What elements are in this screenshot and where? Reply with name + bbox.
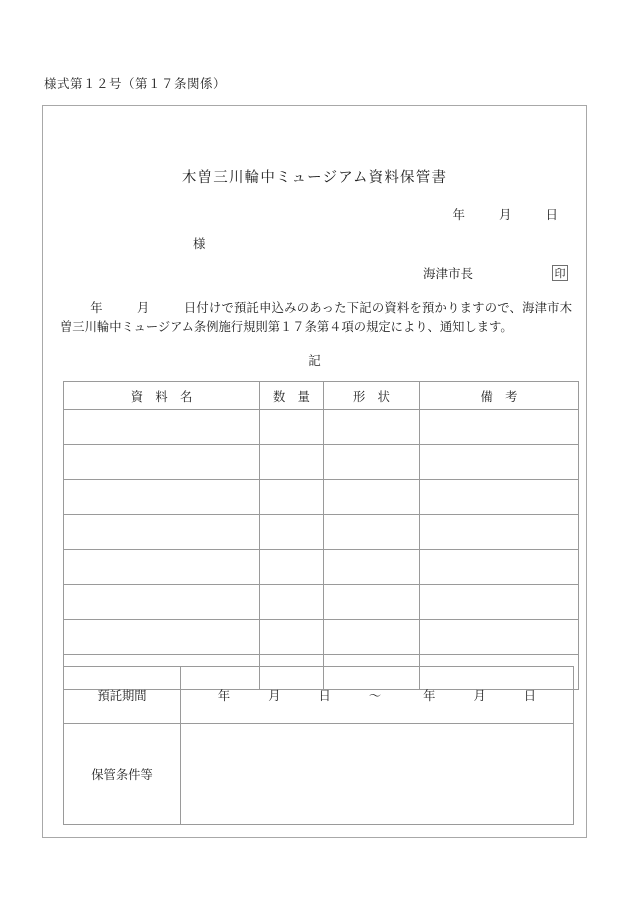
cell-shape[interactable] — [324, 445, 420, 480]
issue-date-line — [452, 205, 558, 223]
issuer-name: 海津市長 — [423, 266, 474, 281]
storage-condition-value[interactable] — [181, 724, 574, 825]
table-row — [64, 445, 579, 480]
storage-condition-label: 保管条件等 — [64, 724, 181, 825]
column-header-remarks: 備 考 — [420, 382, 579, 410]
cell-quantity[interactable] — [260, 620, 324, 655]
cell-shape[interactable] — [324, 515, 420, 550]
form-number: 様式第１２号（第１７条関係） — [44, 76, 227, 91]
table-header-row — [64, 382, 579, 410]
deposit-period-row — [64, 667, 574, 724]
table-row — [64, 585, 579, 620]
cell-shape[interactable] — [324, 410, 420, 445]
document-title: 木曽三川輪中ミュージアム資料保管書 — [181, 170, 448, 186]
table-row — [64, 515, 579, 550]
cell-shape[interactable] — [324, 585, 420, 620]
period-separator: ～ — [368, 689, 382, 703]
column-header-material-name: 資 料 名 — [64, 382, 260, 410]
cell-shape[interactable] — [324, 550, 420, 585]
cell-remarks[interactable] — [420, 515, 579, 550]
document-page-frame — [42, 105, 587, 838]
body-month: 月 — [136, 301, 150, 315]
deposit-period-label: 預託期間 — [64, 667, 181, 724]
cell-material-name[interactable] — [64, 620, 260, 655]
cell-quantity[interactable] — [260, 550, 324, 585]
period-end-day: 日 — [523, 689, 537, 703]
cell-remarks[interactable] — [420, 445, 579, 480]
issue-date-year: 年 — [452, 207, 465, 222]
cell-material-name[interactable] — [64, 515, 260, 550]
table-row — [64, 620, 579, 655]
cell-quantity[interactable] — [260, 410, 324, 445]
materials-table — [63, 381, 579, 690]
cell-shape[interactable] — [324, 620, 420, 655]
period-end-month: 月 — [473, 689, 486, 703]
cell-remarks[interactable] — [420, 585, 579, 620]
table-row — [64, 550, 579, 585]
issue-date-day: 日 — [545, 207, 558, 222]
cell-remarks[interactable] — [420, 480, 579, 515]
issue-date-month: 月 — [498, 207, 512, 222]
ki-mark: 記 — [308, 353, 321, 368]
deposit-details-table — [63, 666, 574, 825]
cell-quantity[interactable] — [260, 585, 324, 620]
storage-condition-row — [64, 724, 574, 825]
issuer-row — [423, 264, 568, 282]
cell-remarks[interactable] — [420, 410, 579, 445]
deposit-period-value[interactable] — [181, 667, 574, 724]
cell-quantity[interactable] — [260, 480, 324, 515]
cell-material-name[interactable] — [64, 445, 260, 480]
column-header-quantity: 数 量 — [260, 382, 324, 410]
cell-quantity[interactable] — [260, 515, 324, 550]
period-start-month: 月 — [268, 689, 281, 703]
seal-stamp-box: 印 — [552, 265, 568, 281]
period-start-day: 日 — [318, 689, 331, 703]
cell-material-name[interactable] — [64, 585, 260, 620]
cell-material-name[interactable] — [64, 410, 260, 445]
body-year: 年 — [90, 301, 103, 315]
cell-shape[interactable] — [324, 480, 420, 515]
table-row — [64, 410, 579, 445]
cell-quantity[interactable] — [260, 445, 324, 480]
period-end-year: 年 — [423, 689, 436, 703]
cell-material-name[interactable] — [64, 550, 260, 585]
body-main-text: 日付けで預託申込みのあった下記の資料を預かりますので、海津市木曽三川輪中ミュージアム条例施行規則第１７条第４項の規定により、通知します。 — [60, 301, 572, 335]
cell-material-name[interactable] — [64, 480, 260, 515]
cell-remarks[interactable] — [420, 550, 579, 585]
cell-remarks[interactable] — [420, 620, 579, 655]
addressee-line: 様 — [193, 236, 206, 251]
table-row — [64, 480, 579, 515]
body-paragraph — [60, 299, 572, 337]
column-header-shape: 形 状 — [324, 382, 420, 410]
period-start-year: 年 — [217, 689, 231, 703]
